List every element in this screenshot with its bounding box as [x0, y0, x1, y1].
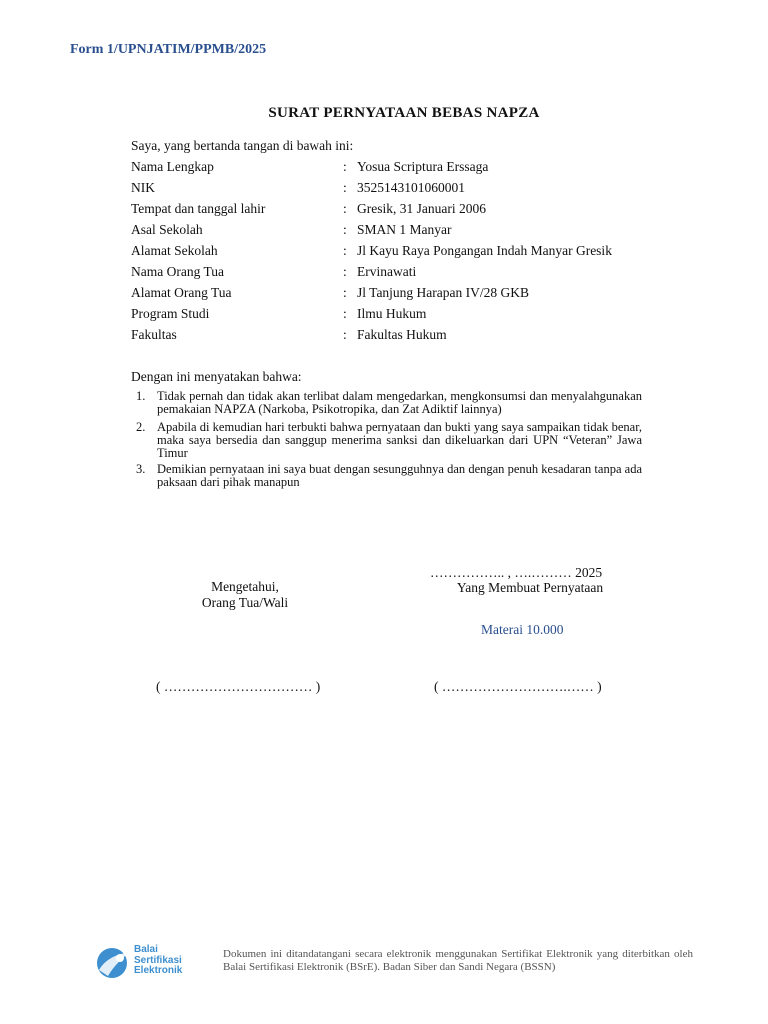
declarant-signature-line: ( ……………………….…… ) [434, 679, 602, 694]
field-label: NIK [131, 180, 155, 195]
field-value: Ervinawati [357, 264, 417, 279]
field-label: Tempat dan tanggal lahir [131, 201, 266, 216]
field-label: Nama Orang Tua [131, 264, 224, 279]
bsre-emblem-icon [94, 944, 132, 980]
field-value: Jl Kayu Raya Pongangan Indah Manyar Gresik [357, 243, 612, 258]
acknowledged-label: Mengetahui, [211, 579, 279, 594]
field-label: Alamat Sekolah [131, 243, 218, 258]
bsre-logo [94, 944, 210, 980]
statement-text: Apabila di kemudian hari terbukti bahwa pernyataan dan bukti yang saya sampaikan tidak benar, maka saya bersedia dan sanggup menerima sanksi dan dikeluarkan dari UPN “Veteran” Jawa Timur [157, 420, 642, 460]
statement-number: 3. [136, 462, 146, 476]
field-label: Program Studi [131, 306, 210, 321]
field-separator: : [343, 243, 347, 258]
field-label: Asal Sekolah [131, 222, 203, 237]
intro-text: Saya, yang bertanda tangan di bawah ini: [131, 138, 354, 153]
logo-text-line: Sertifikasi [134, 954, 182, 966]
logo-text-line: Balai [134, 944, 158, 955]
bsre-logo-text [134, 945, 182, 977]
guardian-signature-line: ( …………………………… ) [156, 679, 321, 694]
field-separator: : [343, 264, 347, 279]
document-title: SURAT PERNYATAAN BEBAS NAPZA [268, 105, 540, 121]
field-separator: : [343, 327, 347, 342]
signature-date: …………….. , ….……… 2025 [430, 565, 603, 580]
declaration-intro: Dengan ini menyatakan bahwa: [131, 369, 302, 384]
field-label: Fakultas [131, 327, 177, 342]
field-separator: : [343, 201, 347, 216]
form-code: Form 1/UPNJATIM/PPMB/2025 [70, 42, 267, 57]
statement-text: Tidak pernah dan tidak akan terlibat dalam mengedarkan, mengkonsumsi dan menyalahgunakan pemakaian NAPZA (Narkoba, Psikotropika, dan Zat Adiktif lainnya) [157, 389, 642, 416]
field-label: Alamat Orang Tua [131, 285, 232, 300]
field-value: Yosua Scriptura Erssaga [357, 159, 489, 174]
field-separator: : [343, 159, 347, 174]
declarant-label: Yang Membuat Pernyataan [456, 580, 604, 595]
left-signature-heading [170, 579, 320, 611]
statement-text: Demikian pernyataan ini saya buat dengan sesungguhnya dan dengan penuh kesadaran tanpa ada paksaan dari pihak manapun [157, 462, 642, 489]
footer-disclaimer: Dokumen ini ditandatangani secara elektronik menggunakan Sertifikat Elektronik yang diterbitkan oleh Balai Sertifikasi Elektronik (BSrE). Badan Siber dan Sandi Negara (BSSN) [223, 948, 693, 973]
field-value: 3525143101060001 [357, 180, 465, 195]
field-value: Jl Tanjung Harapan IV/28 GKB [357, 285, 530, 300]
field-separator: : [343, 306, 347, 321]
statement-item [136, 421, 642, 460]
guardian-label: Orang Tua/Wali [201, 595, 289, 610]
field-value: Ilmu Hukum [357, 306, 427, 321]
field-value: Gresik, 31 Januari 2006 [357, 201, 486, 216]
field-value: Fakultas Hukum [357, 327, 447, 342]
field-label: Nama Lengkap [131, 159, 214, 174]
statement-number: 1. [136, 389, 146, 403]
logo-text-line: Elektronik [134, 965, 183, 976]
statement-number: 2. [136, 420, 146, 434]
field-separator: : [343, 180, 347, 195]
field-separator: : [343, 285, 347, 300]
field-separator: : [343, 222, 347, 237]
field-value: SMAN 1 Manyar [357, 222, 452, 237]
statement-item [136, 390, 642, 416]
statement-item [136, 463, 642, 489]
materai-label: Materai 10.000 [481, 622, 564, 637]
